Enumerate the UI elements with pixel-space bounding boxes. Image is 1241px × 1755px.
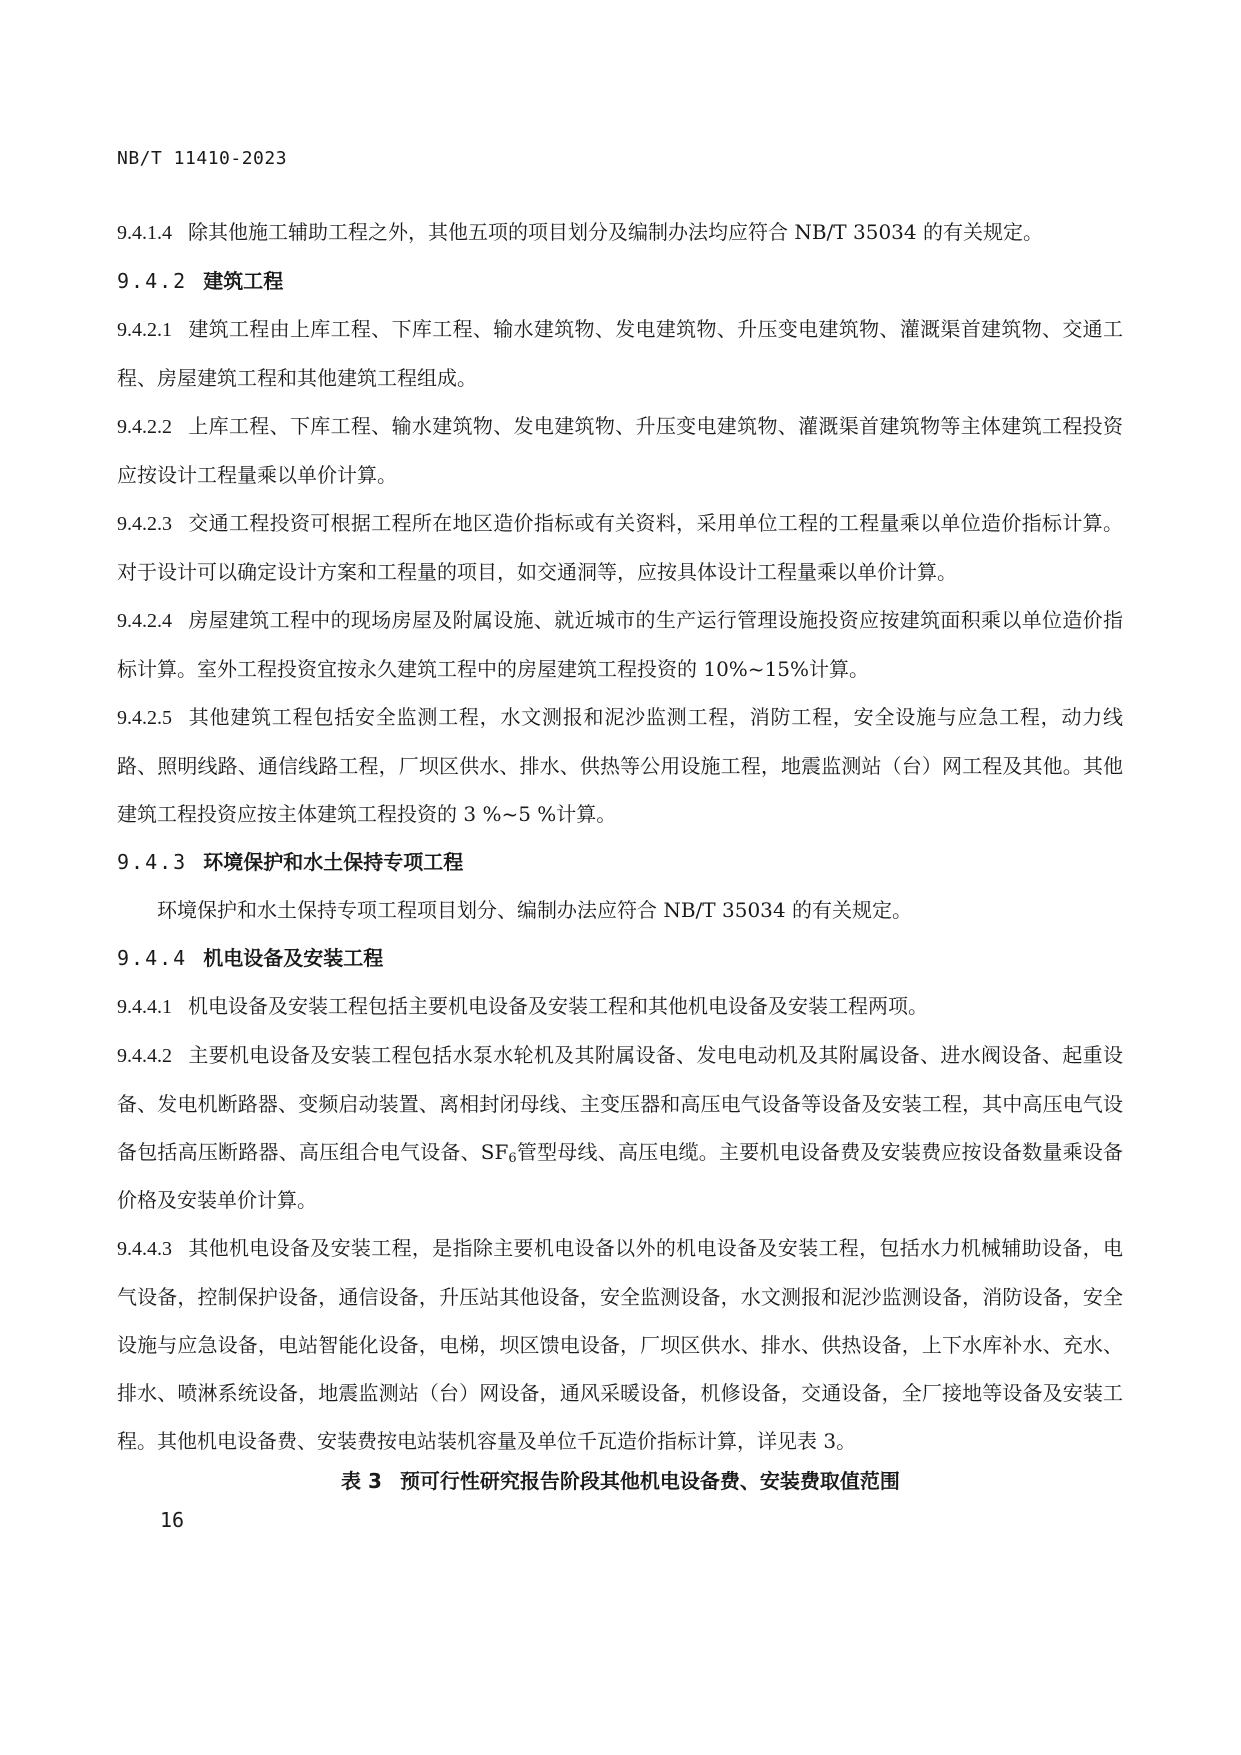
section-title: 机电设备及安装工程 (203, 946, 384, 970)
section-number: 9.4.2 (117, 269, 188, 293)
clause-number: 9.4.4.2 (117, 1045, 172, 1067)
section-title: 环境保护和水土保持专项工程 (203, 850, 464, 874)
clause-number: 9.4.2.1 (117, 319, 172, 341)
table-caption (0, 1465, 1241, 1494)
section-number: 9.4.4 (117, 946, 188, 970)
clause-number: 9.4.4.3 (117, 1238, 172, 1260)
clause-number: 9.4.2.3 (117, 513, 172, 535)
clause-9-4-2-5 (117, 693, 1123, 838)
section-9-4-3-body (117, 886, 1123, 934)
clause-9-4-2-3 (117, 499, 1123, 596)
table-title: 预可行性研究报告阶段其他机电设备费、安装费取值范围 (399, 1469, 900, 1493)
clause-text: 除其他施工辅助工程之外，其他五项的项目划分及编制办法均应符合 NB/T 35034 的有关规定。 (188, 220, 1043, 244)
page-number: 16 (160, 1508, 185, 1532)
clause-text: 交通工程投资可根据工程所在地区造价指标或有关资料，采用单位工程的工程量乘以单位造价指标计算。对于设计可以确定设计方案和工程量的项目，如交通洞等，应按具体设计工程量乘以单价计算。 (117, 511, 1123, 584)
clause-9-4-4-1 (117, 982, 1123, 1031)
clause-text: 其他机电设备及安装工程，是指除主要机电设备以外的机电设备及安装工程，包括水力机械辅助设备，电气设备，控制保护设备，通信设备，升压站其他设备，安全监测设备，水文测报和泥沙监测设备，消防设备，安全设施与应急设备，电站智能化设备，电梯，坝区馈电设备，厂坝区供水、排水、供热设备，上下水库补水、充水、排水、喷淋系统设备，地震监测站（台）网设备，通风采暖设备，机修设备，交通设备，全厂接地等设备及安装工程。其他机电设备费、安装费按电站装机容量及单位千瓦造价指标计算，详见表 3。 (117, 1236, 1123, 1453)
clause-9-4-4-3 (117, 1224, 1123, 1465)
clause-9-4-2-1 (117, 305, 1123, 402)
clause-text: 建筑工程由上库工程、下库工程、输水建筑物、发电建筑物、升压变电建筑物、灌溉渠首建筑物、交通工程、房屋建筑工程和其他建筑工程组成。 (117, 317, 1123, 390)
section-title: 建筑工程 (203, 269, 284, 293)
section-heading-9-4-3 (117, 838, 1123, 886)
section-heading-9-4-4 (117, 934, 1123, 982)
document-body (117, 208, 1123, 1465)
clause-9-4-2-4 (117, 596, 1123, 693)
table-number: 表 3 (341, 1469, 382, 1493)
clause-number: 9.4.4.1 (117, 996, 172, 1018)
subscript-six: 6 (508, 1151, 517, 1166)
clause-9-4-1-4 (117, 208, 1123, 257)
clause-9-4-4-2 (117, 1031, 1123, 1224)
clause-text: 环境保护和水土保持专项工程项目划分、编制办法应符合 NB/T 35034 的有关规定。 (157, 898, 912, 922)
clause-text: 上库工程、下库工程、输水建筑物、发电建筑物、升压变电建筑物、灌溉渠首建筑物等主体建筑工程投资应按设计工程量乘以单价计算。 (117, 414, 1123, 487)
clause-text: 其他建筑工程包括安全监测工程，水文测报和泥沙监测工程，消防工程，安全设施与应急工程，动力线路、照明线路、通信线路工程，厂坝区供水、排水、供热等公用设施工程，地震监测站（台）网工程及其他。其他建筑工程投资应按主体建筑工程投资的 3 %~5 %计算。 (117, 705, 1123, 826)
clause-number: 9.4.2.2 (117, 416, 172, 438)
document-code: NB/T 11410-2023 (117, 148, 288, 169)
section-number: 9.4.3 (117, 850, 188, 874)
clause-9-4-2-2 (117, 402, 1123, 499)
clause-text: 房屋建筑工程中的现场房屋及附属设施、就近城市的生产运行管理设施投资应按建筑面积乘以单位造价指标计算。室外工程投资宜按永久建筑工程中的房屋建筑工程投资的 10%~15%计算。 (117, 608, 1123, 681)
clause-text-part-b: 管型母线、高压电缆。主要机电设备费及安装费应按设备数量乘设备价格及安装单价计算。 (117, 1140, 1124, 1212)
section-heading-9-4-2 (117, 257, 1123, 305)
clause-number: 9.4.2.4 (117, 610, 172, 632)
clause-text: 机电设备及安装工程包括主要机电设备及安装工程和其他机电设备及安装工程两项。 (188, 994, 928, 1018)
clause-text-part-a: 主要机电设备及安装工程包括水泵水轮机及其附属设备、发电电动机及其附属设备、进水阀设备、起重设备、发电机断路器、变频启动装置、离相封闭母线、主变压器和高压电气设备等设备及安装工程，其中高压电气设备包括高压断路器、高压组合电气设备、SF (117, 1043, 1123, 1164)
clause-number: 9.4.1.4 (117, 222, 172, 244)
clause-number: 9.4.2.5 (117, 707, 172, 729)
